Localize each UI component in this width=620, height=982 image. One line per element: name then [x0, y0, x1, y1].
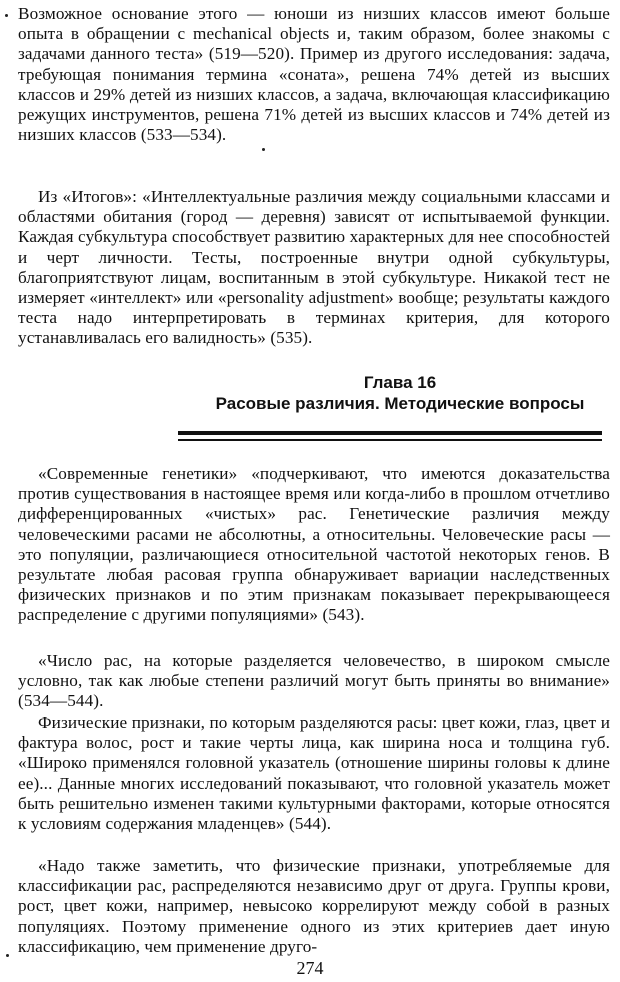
chapter-rule-thin — [178, 439, 602, 441]
paragraph-3: «Современные генетики» «подчеркивают, что имеются доказательства против существования в настоящее время или когда-либо в прошлом отчетливо дифференцированных «чистых» рас. Генетические различия между человеческими расами не абсолютны, а относительны. Человеческие расы — это популяции, различающиеся относительной частотой некоторых генов. В результате любая расовая группа обнаруживает вариации наследственных физических признаков и по этим признакам показывает перекрывающееся распределение с другими популяциями» (543). — [18, 464, 610, 625]
scan-speck — [5, 14, 8, 17]
scan-speck — [6, 954, 9, 957]
paragraph-5: Физические признаки, по которым разделяются расы: цвет кожи, глаз, цвет и фактура волос, рост и такие черты лица, как ширина носа и толщина губ. «Широко применялся головной указатель (отношение ширины головы к длине ее)... Данные многих исследований показывают, что головной указатель может быть решительно изменен такими культурными факторами, которые относятся к условиям содержания младенцев» (544). — [18, 713, 610, 834]
scan-speck — [262, 148, 265, 151]
chapter-heading — [200, 372, 600, 414]
chapter-number: Глава 16 — [363, 373, 437, 392]
paragraph-2: Из «Итогов»: «Интеллектуальные различия между социальными классами и областями обитания (город — деревня) зависят от испытываемой функции. Каждая субкультура способствует развитию характерных для нее способностей и черт личности. Тесты, построенные внутри одной субкультуры, благоприятствуют лицам, воспитанным в этой субкультуре. Никакой тест не измеряет «интеллект» или «personality adjustment» вообще; результаты каждого теста надо интерпретировать в терминах критерия, для которого устанавливалась его валидность» (535). — [18, 187, 610, 348]
page-number: 274 — [296, 958, 324, 978]
paragraph-1: Возможное основание этого — юноши из низших классов имеют больше опыта в обращении с mechanical objects и, таким образом, более знакомы с задачами данного теста» (519—520). Пример из другого исследования: задача, требующая понимания термина «соната», решена 74% детей из высших классов и 29% детей из низших классов, а задача, включающая классификацию режущих инструментов, решена 71% детей из высших классов и 74% детей из низших классов (533—534). — [18, 4, 610, 145]
chapter-rule-thick — [178, 431, 602, 435]
chapter-title: Расовые различия. Методические вопросы — [215, 394, 585, 413]
paragraph-6: «Надо также заметить, что физические признаки, употребляемые для классификации рас, распределяются независимо друг от друга. Группы крови, рост, цвет кожи, например, невысоко коррелируют между собой в разных популяциях. Поэтому применение одного из этих критериев дает иную классификацию, чем применение друго- — [18, 856, 610, 956]
paragraph-4: «Число рас, на которые разделяется человечество, в широком смысле условно, так как любые степени различий могут быть приняты во внимание» (534—544). — [18, 651, 610, 711]
